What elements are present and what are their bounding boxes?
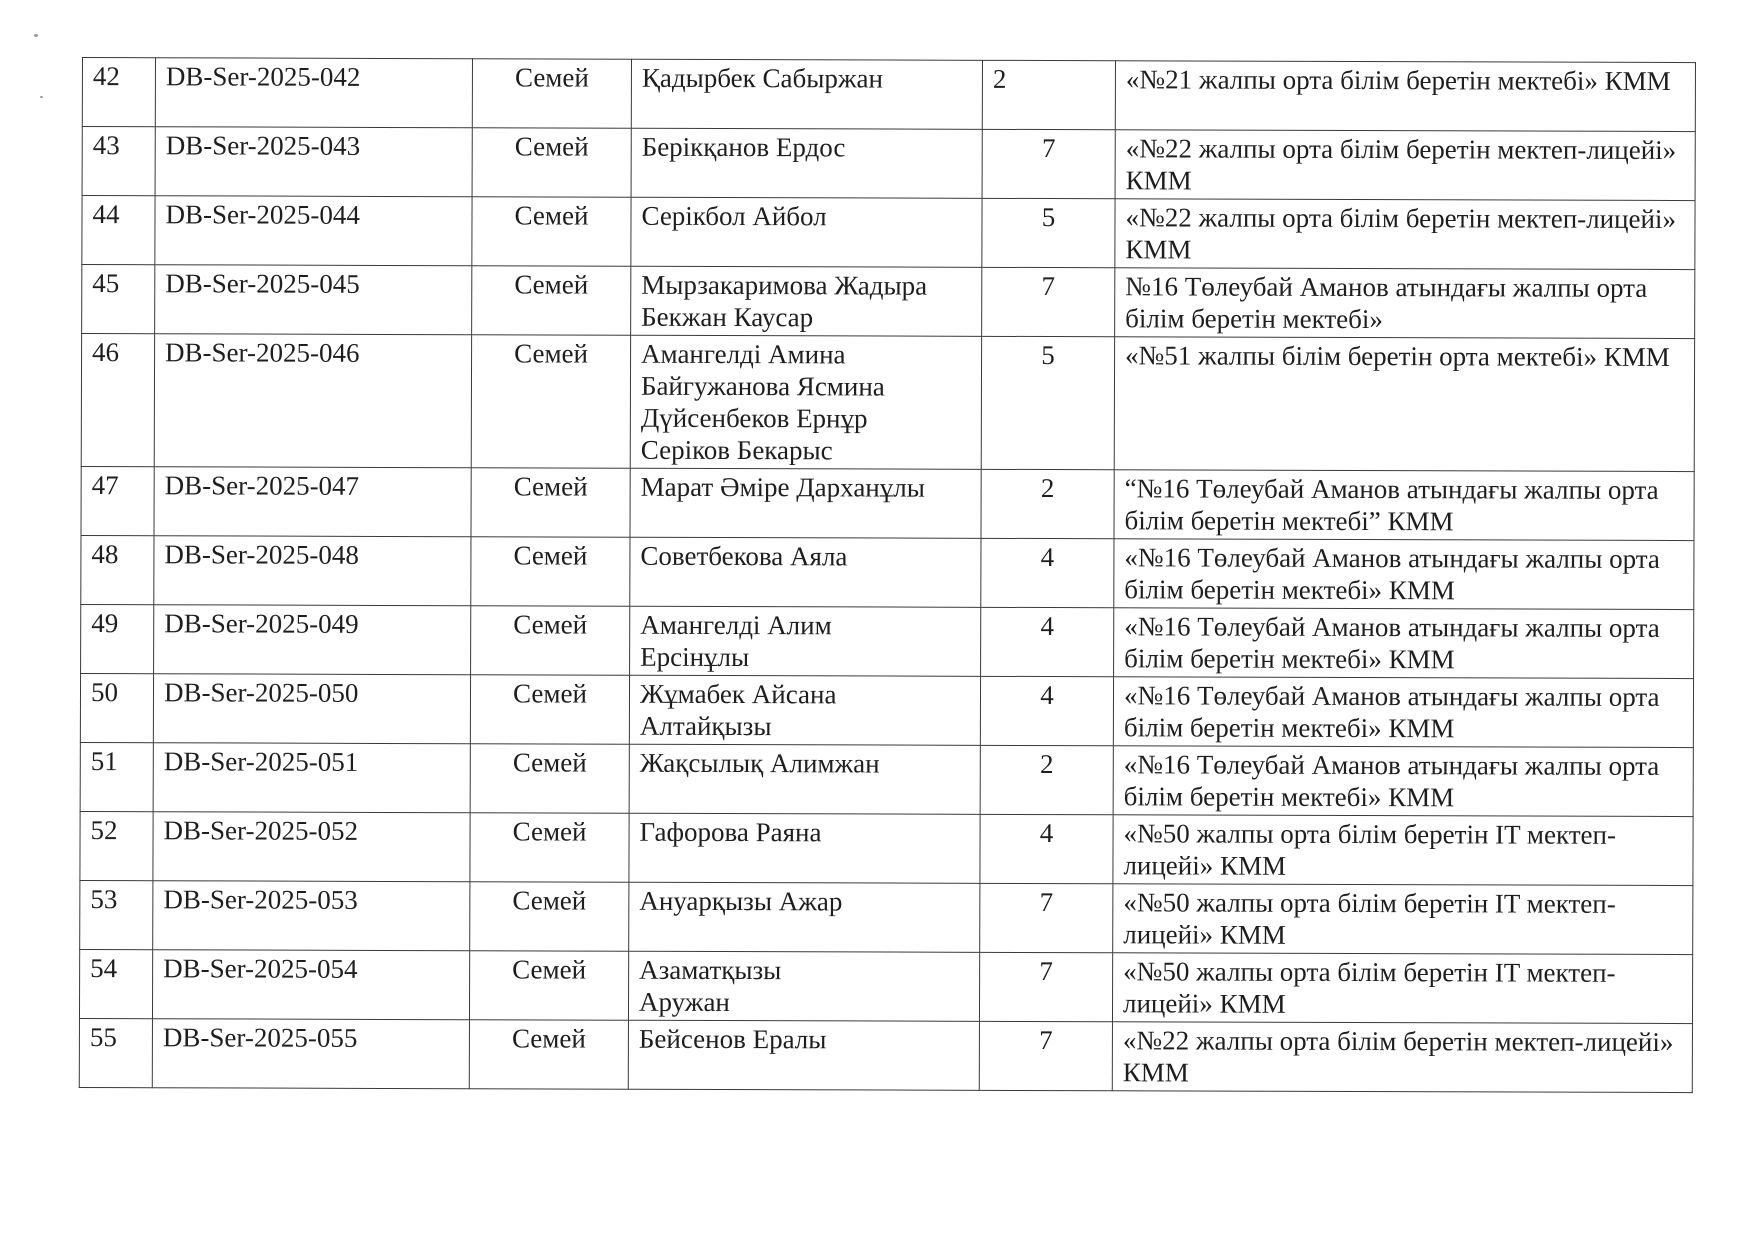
registration-code-cell: DB-Ser-2025-054 [152, 950, 469, 1020]
school-cell: «№16 Төлеубай Аманов атындағы жалпы орта білім беретін мектебі» КММ [1114, 608, 1694, 679]
registration-code-cell: DB-Ser-2025-045 [155, 265, 472, 335]
registration-code-cell: DB-Ser-2025-049 [154, 605, 471, 675]
participant-names-cell [631, 266, 982, 336]
registration-code-cell: DB-Ser-2025-053 [153, 881, 470, 951]
row-number-cell: 52 [80, 811, 153, 880]
row-number-cell: 42 [82, 58, 155, 127]
school-cell: «№50 жалпы орта білім беретін IT мектеп-лицейі» КММ [1113, 884, 1693, 955]
city-cell: Семей [472, 128, 631, 197]
participant-name: Жақсылық Алимжан [639, 747, 880, 779]
table-row [80, 811, 1693, 885]
scan-speck [40, 96, 43, 98]
school-cell: «№16 Төлеубай Аманов атындағы жалпы орта білім беретін мектебі» КММ [1113, 746, 1693, 817]
grade-cell: 7 [979, 1021, 1112, 1090]
city-cell: Семей [470, 744, 629, 813]
registration-code-cell: DB-Ser-2025-052 [153, 812, 470, 882]
participant-names-cell [629, 744, 980, 814]
city-cell: Семей [471, 468, 630, 537]
registration-code-cell: DB-Ser-2025-043 [155, 127, 472, 197]
row-number-cell: 55 [79, 1018, 152, 1087]
row-number-cell: 44 [82, 196, 155, 265]
participant-names-cell [629, 675, 980, 745]
city-cell: Семей [472, 197, 631, 266]
city-cell: Семей [471, 537, 630, 606]
table-row [79, 949, 1692, 1023]
scan-speck [34, 34, 38, 37]
grade-cell: 2 [981, 469, 1114, 538]
participant-name: Марат Әміре Дарханұлы [640, 471, 925, 503]
school-cell: №16 Төлеубай Аманов атындағы жалпы орта білім беретін мектебі» [1115, 268, 1695, 339]
participant-name: Берікқанов Ердос [641, 131, 846, 163]
school-cell: «№22 жалпы орта білім беретін мектеп-лицейі» КММ [1115, 130, 1695, 201]
grade-cell: 7 [980, 883, 1113, 952]
participant-name: Дүйсенбеков Ернұр [640, 402, 868, 434]
grade-cell: 5 [982, 198, 1115, 267]
participant-names-cell [629, 813, 980, 883]
grade-cell: 2 [980, 745, 1113, 814]
participant-name: Серіков Бекарыс [640, 434, 833, 466]
participant-name: Ерсінұлы [640, 641, 750, 673]
participants-table-body [79, 58, 1695, 1093]
grade-cell: 2 [982, 60, 1115, 129]
school-cell: “№16 Төлеубай Аманов атындағы жалпы орта білім беретін мектебі” КММ [1114, 470, 1694, 541]
row-number-cell: 46 [81, 334, 154, 467]
registration-code-cell: DB-Ser-2025-050 [153, 674, 470, 744]
city-cell: Семей [470, 882, 629, 951]
row-number-cell: 47 [81, 466, 154, 535]
table-row [80, 880, 1693, 954]
city-cell: Семей [472, 59, 631, 128]
row-number-cell: 45 [82, 265, 155, 334]
row-number-cell: 48 [81, 535, 154, 604]
participant-name: Қадырбек Сабыржан [641, 62, 884, 94]
table-row [79, 1018, 1692, 1092]
city-cell: Семей [471, 335, 630, 468]
grade-cell: 7 [982, 267, 1115, 336]
school-cell: «№16 Төлеубай Аманов атындағы жалпы орта білім беретін мектебі» КММ [1114, 539, 1694, 610]
participant-name: Аружан [638, 986, 730, 1018]
city-cell: Семей [469, 1020, 628, 1089]
registration-code-cell: DB-Ser-2025-048 [154, 536, 471, 606]
city-cell: Семей [470, 813, 629, 882]
table-row [81, 535, 1694, 609]
row-number-cell: 49 [81, 604, 154, 673]
city-cell: Семей [471, 606, 630, 675]
row-number-cell: 53 [80, 880, 153, 949]
row-number-cell: 54 [79, 949, 152, 1018]
grade-cell: 5 [981, 336, 1114, 469]
registration-code-cell: DB-Ser-2025-051 [153, 743, 470, 813]
participant-names-cell [628, 1020, 979, 1090]
participant-name: Советбекова Аяла [640, 540, 848, 572]
table-row [82, 265, 1695, 339]
school-cell: «№22 жалпы орта білім беретін мектеп-лицейі» КММ [1115, 199, 1695, 270]
table-row [82, 127, 1695, 201]
school-cell: «№50 жалпы орта білім беретін IT мектеп-лицейі» КММ [1112, 953, 1692, 1024]
city-cell: Семей [472, 266, 631, 335]
row-number-cell: 50 [80, 673, 153, 742]
city-cell: Семей [469, 951, 628, 1020]
city-cell: Семей [470, 675, 629, 744]
participant-names-cell [631, 128, 982, 198]
registration-code-cell: DB-Ser-2025-046 [154, 334, 471, 468]
participant-name: Бекжан Каусар [641, 301, 814, 333]
registration-code-cell: DB-Ser-2025-042 [155, 58, 472, 128]
table-row [82, 196, 1695, 270]
participants-table [79, 57, 1696, 1093]
row-number-cell: 51 [80, 742, 153, 811]
school-cell: «№16 Төлеубай Аманов атындағы жалпы орта білім беретін мектебі» КММ [1113, 677, 1693, 748]
grade-cell: 4 [981, 538, 1114, 607]
school-cell: «№22 жалпы орта білім беретін мектеп-лицейі» КММ [1112, 1022, 1692, 1093]
row-number-cell: 43 [82, 127, 155, 196]
table-row [81, 604, 1694, 678]
school-cell: «№21 жалпы орта білім беретін мектебі» КММ [1115, 61, 1695, 132]
participant-names-cell [630, 468, 981, 538]
participant-name: Гафорова Раяна [639, 816, 822, 848]
participant-name: Амангелді Алим [640, 609, 832, 641]
participant-names-cell [630, 537, 981, 607]
participant-names-cell [628, 951, 979, 1021]
table-row [82, 58, 1695, 132]
grade-cell: 4 [980, 814, 1113, 883]
participant-names-cell [630, 606, 981, 676]
table-row [81, 466, 1694, 540]
participant-name: Бейсенов Ералы [638, 1023, 827, 1055]
grade-cell: 7 [982, 129, 1115, 198]
grade-cell: 4 [980, 676, 1113, 745]
participant-name: Жұмабек Айсана [639, 678, 837, 710]
table-row [80, 673, 1693, 747]
participant-names-cell [631, 197, 982, 267]
participant-names-cell [631, 59, 982, 129]
participant-name: Мырзакаримова Жадыра [641, 269, 928, 301]
participant-name: Байгужанова Ясмина [640, 370, 885, 402]
table-row [80, 742, 1693, 816]
participant-name: Азаматқызы [639, 954, 782, 986]
participant-name: Серікбол Айбол [641, 200, 827, 232]
registration-code-cell: DB-Ser-2025-055 [152, 1019, 469, 1089]
registration-code-cell: DB-Ser-2025-047 [154, 467, 471, 537]
participant-name: Алтайқызы [639, 710, 772, 742]
participant-names-cell [629, 882, 980, 952]
table-row [81, 334, 1694, 472]
grade-cell: 4 [981, 607, 1114, 676]
participant-name: Амангелді Амина [641, 338, 846, 370]
grade-cell: 7 [979, 952, 1112, 1021]
registration-code-cell: DB-Ser-2025-044 [155, 196, 472, 266]
school-cell: «№50 жалпы орта білім беретін IT мектеп-лицейі» КММ [1113, 815, 1693, 886]
participant-names-cell [630, 335, 981, 469]
school-cell: «№51 жалпы білім беретін орта мектебі» КММ [1114, 337, 1694, 472]
participant-name: Ануарқызы Ажар [639, 885, 843, 917]
